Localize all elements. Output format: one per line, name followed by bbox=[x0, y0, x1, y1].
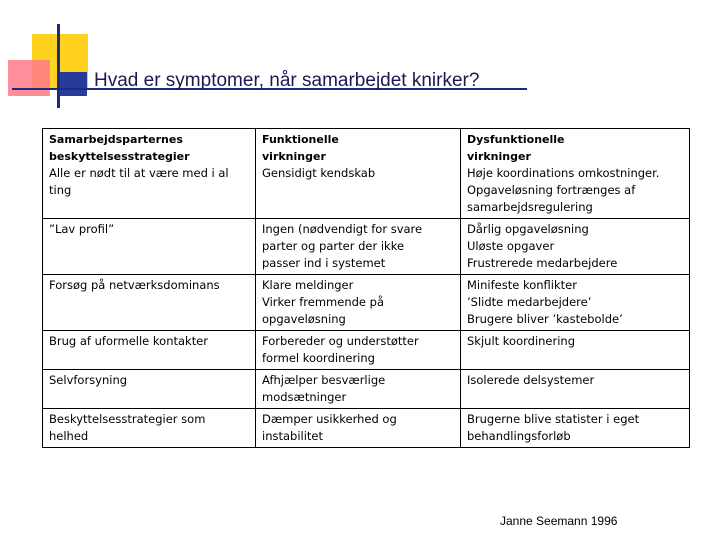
table-cell bbox=[461, 409, 690, 448]
cell-text: Klare meldinger bbox=[262, 278, 354, 292]
cell-text: Opgaveløsning fortrænges af bbox=[467, 183, 636, 197]
table-cell bbox=[256, 331, 461, 370]
cell-text: Alle er nødt til at være med i al bbox=[49, 166, 229, 180]
cell-text: behandlingsforløb bbox=[467, 429, 571, 443]
table-row bbox=[43, 370, 690, 409]
cell-text: Isolerede delsystemer bbox=[467, 373, 595, 387]
table-cell bbox=[43, 370, 256, 409]
header-cell-dysfunctional bbox=[461, 129, 690, 219]
cell-text: Brugerne blive statister i eget bbox=[467, 412, 640, 426]
cell-text: helhed bbox=[49, 429, 89, 443]
table-row bbox=[43, 331, 690, 370]
header-text: virkninger bbox=[262, 150, 326, 163]
table-cell bbox=[256, 219, 461, 275]
table-row bbox=[43, 409, 690, 448]
cell-text: passer ind i systemet bbox=[262, 256, 386, 270]
cell-text: Ingen (nødvendigt for svare bbox=[262, 222, 423, 236]
table-cell bbox=[461, 219, 690, 275]
cell-text: modsætninger bbox=[262, 390, 347, 404]
header-text: Funktionelle bbox=[262, 133, 339, 146]
table-cell bbox=[461, 331, 690, 370]
cell-text: Høje koordinations omkostninger. bbox=[467, 166, 660, 180]
logo-pink-square bbox=[8, 60, 50, 96]
table-cell bbox=[43, 275, 256, 331]
cell-text: parter og parter der ikke bbox=[262, 239, 405, 253]
cell-text: Uløste opgaver bbox=[467, 239, 555, 253]
table-cell bbox=[43, 331, 256, 370]
table-cell bbox=[256, 275, 461, 331]
cell-text: formel koordinering bbox=[262, 351, 375, 365]
table-row bbox=[43, 275, 690, 331]
header-text: virkninger bbox=[467, 150, 531, 163]
table-cell bbox=[461, 370, 690, 409]
cell-text: Forbereder og understøtter bbox=[262, 334, 419, 348]
table-cell bbox=[256, 409, 461, 448]
table-cell bbox=[43, 409, 256, 448]
cell-text: Gensidigt kendskab bbox=[262, 166, 376, 180]
cell-text: Minifeste konflikter bbox=[467, 278, 577, 292]
table-cell bbox=[461, 275, 690, 331]
logo-blue-square bbox=[57, 72, 87, 96]
header-cell-strategies bbox=[43, 129, 256, 219]
author-credit: Janne Seemann 1996 bbox=[500, 514, 618, 528]
cell-text: Brugere bliver ’kastebolde’ bbox=[467, 312, 623, 326]
cell-text: opgaveløsning bbox=[262, 312, 346, 326]
cell-text: Dårlig opgaveløsning bbox=[467, 222, 589, 236]
cell-text: Brug af uformelle kontakter bbox=[49, 334, 209, 348]
cell-text: Virker fremmende på bbox=[262, 295, 384, 309]
table-row bbox=[43, 219, 690, 275]
header-text: Dysfunktionelle bbox=[467, 133, 565, 146]
header-cell-functional bbox=[256, 129, 461, 219]
cell-text: Forsøg på netværksdominans bbox=[49, 278, 220, 292]
table-cell bbox=[256, 370, 461, 409]
symptoms-table bbox=[42, 128, 690, 448]
header-text: beskyttelsesstrategier bbox=[49, 150, 190, 163]
cell-text: ’Slidte medarbejdere’ bbox=[467, 295, 592, 309]
table-cell bbox=[43, 219, 256, 275]
cell-text: ”Lav profil” bbox=[49, 222, 115, 236]
cell-text: Skjult koordinering bbox=[467, 334, 576, 348]
cell-text: samarbejdsregulering bbox=[467, 200, 593, 214]
header-text: Samarbejdsparternes bbox=[49, 133, 183, 146]
logo-vertical-line bbox=[57, 24, 60, 108]
cell-text: Beskyttelsesstrategier som bbox=[49, 412, 206, 426]
slide-title: Hvad er symptomer, når samarbejdet knirker? bbox=[94, 70, 480, 91]
table-header-row bbox=[43, 129, 690, 219]
cell-text: ting bbox=[49, 183, 72, 197]
cell-text: Afhjælper besværlige bbox=[262, 373, 386, 387]
cell-text: Selvforsyning bbox=[49, 373, 128, 387]
cell-text: Dæmper usikkerhed og bbox=[262, 412, 397, 426]
cell-text: Frustrerede medarbejdere bbox=[467, 256, 618, 270]
cell-text: instabilitet bbox=[262, 429, 324, 443]
